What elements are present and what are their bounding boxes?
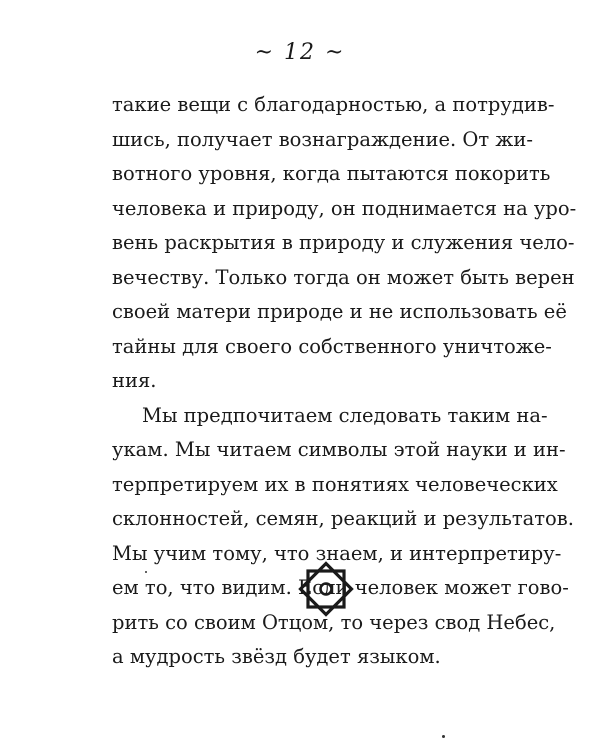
- text-line: вечеству. Только тогда он может быть верен: [112, 265, 575, 289]
- print-speck: [145, 571, 147, 573]
- text-line: а мудрость звёзд будет языком.: [112, 645, 441, 668]
- ornament-circle: [321, 584, 332, 595]
- octagram-circle-icon: [296, 559, 356, 619]
- text-line: тайны для своего собственного уничтоже-: [112, 334, 552, 358]
- text-line: укам. Мы читаем символы этой науки и ин-: [112, 438, 566, 461]
- text-line: вотного уровня, когда пытаются покорить: [112, 162, 551, 185]
- text-line: ния.: [112, 369, 157, 392]
- text-line: вень раскрытия в природу и служения чело-: [112, 231, 575, 254]
- text-line: такие вещи с благодарностью, а потрудив-: [112, 93, 555, 116]
- text-line: Мы предпочитаем следовать таким на-: [142, 403, 548, 427]
- text-line: человека и природу, он поднимается на уро-: [112, 196, 577, 220]
- print-speck: [442, 735, 445, 738]
- text-line: рить со своим Отцом, то через свод Небес,: [112, 610, 556, 634]
- text-line: Мы учим тому, что знаем, и интерпретиру-: [112, 541, 562, 565]
- page-number: ~ 12 ~: [254, 40, 346, 65]
- text-line: склонностей, семян, реакций и результатов.: [112, 507, 574, 530]
- text-line: шись, получает вознаграждение. От жи-: [112, 127, 533, 151]
- body-text: [112, 88, 577, 675]
- text-line: ем то, что видим. Если человек может гово-: [112, 576, 569, 599]
- text-line: терпретируем их в понятиях человеческих: [112, 472, 558, 496]
- text-line: своей матери природе и не использовать её: [112, 300, 567, 323]
